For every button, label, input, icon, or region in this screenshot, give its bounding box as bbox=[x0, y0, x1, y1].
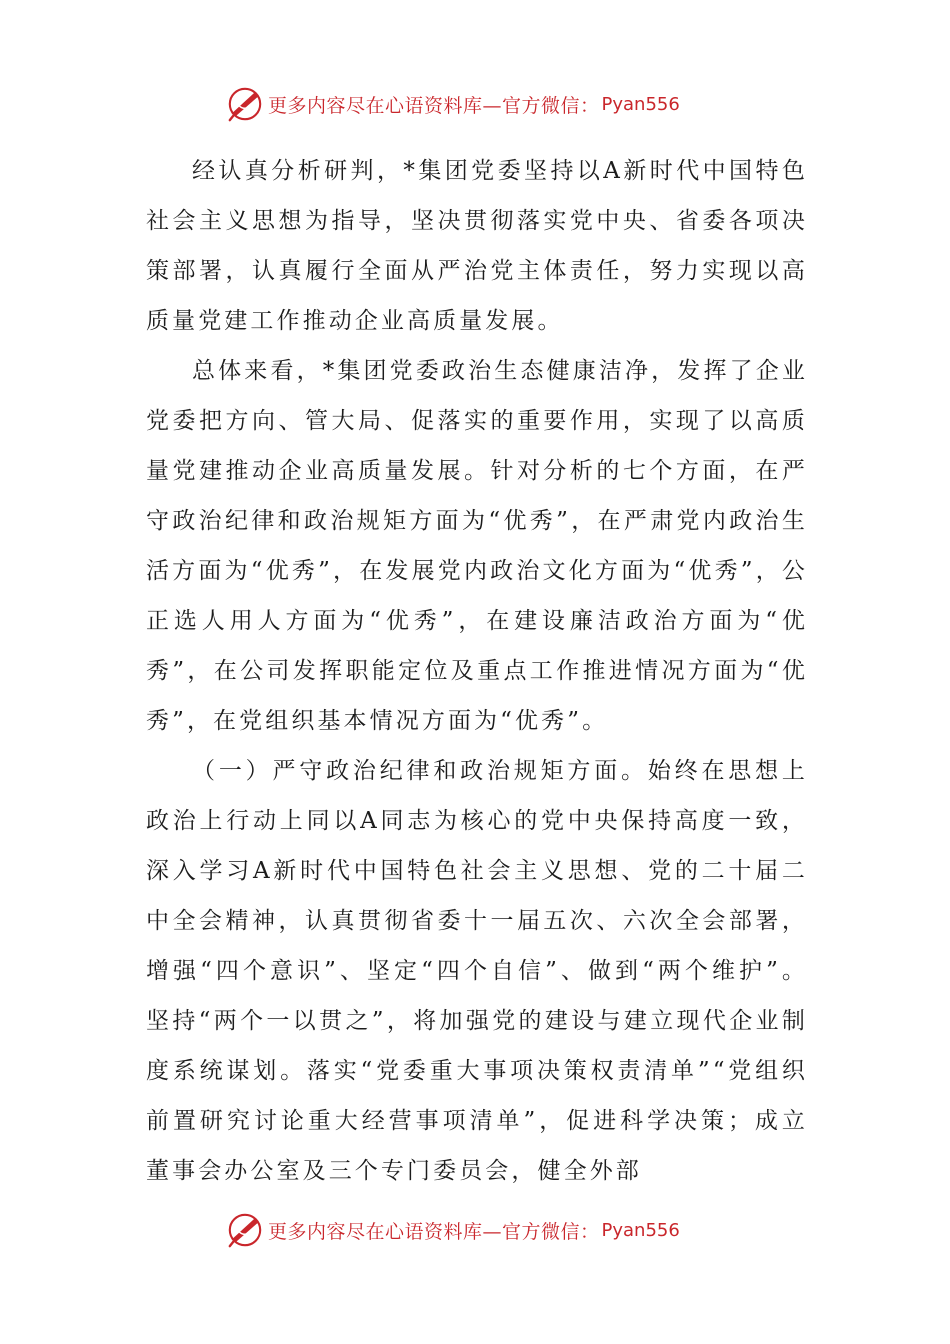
pen-circle-logo-icon bbox=[226, 1211, 264, 1249]
paragraph: （一）严守政治纪律和政治规矩方面。始终在思想上政治上行动上同以A同志为核心的党中央保持高度一致，深入学习A新时代中国特色社会主义思想、党的二十届二中全会精神，认真贯彻省委十一届五次、六次全会部署，增强“四个意识”、坚定“四个自信”、做到“两个维护”。坚持“两个一以贯之”，将加强党的建设与建立现代企业制度系统谋划。落实“党委重大事项决策权责清单”“党组织前置研究讨论重大经营事项清单”，促进科学决策；成立董事会办公室及三个专门委员会，健全外部 bbox=[146, 758, 808, 1184]
banner-text: 更多内容尽在心语资料库—官方微信： bbox=[268, 1220, 600, 1243]
paragraph: 经认真分析研判，*集团党委坚持以A新时代中国特色社会主义思想为指导，坚决贯彻落实党中央、省委各项决策部署，认真履行全面从严治党主体责任，努力实现以高质量党建工作推动企业高质量发展。 bbox=[146, 158, 808, 334]
wechat-id: Pyan556 bbox=[601, 93, 680, 115]
paragraph: 总体来看，*集团党委政治生态健康洁净，发挥了企业党委把方向、管大局、促落实的重要作用，实现了以高质量党建推动企业高质量发展。针对分析的七个方面，在严守政治纪律和政治规矩方面为“优秀”，在严肃党内政治生活方面为“优秀”，在发展党内政治文化方面为“优秀”，公正选人用人方面为“优秀”，在建设廉洁政治方面为“优秀”，在公司发挥职能定位及重点工作推进情况方面为“优秀”，在党组织基本情况方面为“优秀”。 bbox=[146, 358, 808, 734]
footer-banner bbox=[226, 1208, 746, 1252]
pen-circle-logo-icon bbox=[226, 85, 264, 123]
header-banner bbox=[226, 82, 746, 126]
banner-text: 更多内容尽在心语资料库—官方微信： bbox=[268, 94, 600, 117]
wechat-id: Pyan556 bbox=[601, 1219, 680, 1241]
document-body bbox=[146, 146, 808, 1196]
